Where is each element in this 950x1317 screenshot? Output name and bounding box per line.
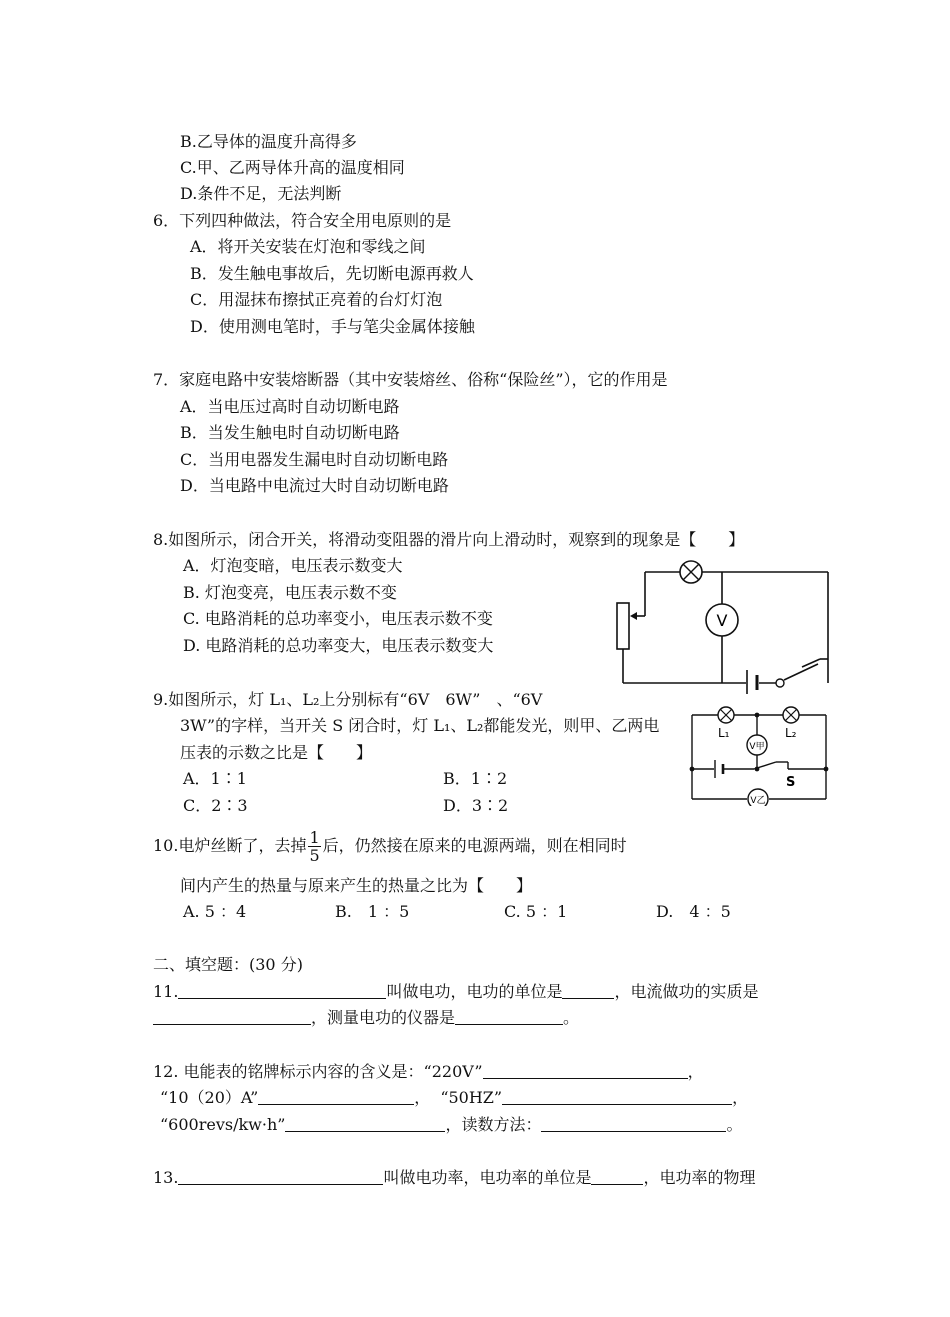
q8-option-b: B. 灯泡变亮，电压表示数不变 — [183, 583, 397, 602]
q10-stem-line2: 间内产生的热量与原来产生的热量之比为【 】 — [180, 876, 533, 895]
lamp-l1-icon — [718, 707, 734, 723]
q7-option-b: B．当发生触电时自动切断电路 — [180, 423, 400, 442]
q10-option-c: C. 5 ：1 — [504, 902, 568, 921]
q11-blank-2[interactable] — [562, 982, 614, 999]
section-title-fill-in: 二、填空题：(30 分) — [153, 955, 303, 974]
q9-stem-line3: 压表的示数之比是【 】 — [180, 743, 373, 762]
q9-option-b: B．1∶2 — [443, 769, 508, 788]
q11-blank-4[interactable] — [455, 1008, 563, 1025]
q9-stem-line1: 9.如图所示，灯 L₁、L₂上分别标有“6V 6W” 、“6V — [153, 690, 543, 709]
q11-blank-3[interactable] — [153, 1008, 311, 1025]
q12-comma-3: ， — [732, 1088, 749, 1107]
q6-option-d: D．使用测电笔时，手与笔尖金属体接触 — [190, 317, 475, 336]
q11-text-2: ，电流做功的实质是 — [614, 982, 759, 1001]
voltmeter-icon — [706, 604, 738, 636]
lamp-icon — [680, 561, 702, 583]
label-v-jia: V甲 — [749, 742, 765, 752]
q12-stem: 12. 电能表的铭牌标示内容的含义是：“220V” — [153, 1062, 483, 1081]
q12-read-method: ，读数方法： — [445, 1115, 542, 1134]
q11-line1 — [153, 982, 758, 1002]
q9-option-a: A．1∶1 — [183, 769, 247, 788]
label-l2: L₂ — [785, 726, 797, 740]
lamp-l2-icon — [783, 707, 799, 723]
q13-blank-1[interactable] — [178, 1168, 383, 1185]
q6-stem: 6．下列四种做法，符合安全用电原则的是 — [153, 211, 452, 230]
q6-option-a: A．将开关安装在灯泡和零线之间 — [190, 237, 426, 256]
q10-option-d: D. 4 ：5 — [656, 902, 731, 921]
q13-text-1: 叫做电功率，电功率的单位是 — [383, 1168, 592, 1187]
label-s: S — [786, 775, 796, 790]
q9-option-d: D．3∶2 — [443, 796, 509, 815]
voltmeter-yi-icon — [748, 789, 768, 806]
q9-option-c: C．2∶3 — [183, 796, 248, 815]
q12-item-current: “10（20）A” — [160, 1088, 259, 1107]
q12-comma-2: ， — [414, 1088, 431, 1107]
q11-blank-1[interactable] — [178, 982, 386, 999]
q12-line3 — [160, 1115, 742, 1135]
q12-blank-read-method[interactable] — [541, 1115, 726, 1132]
q10-fraction — [308, 829, 320, 864]
battery-icon — [747, 670, 757, 694]
q5-option-b: B.乙导体的温度升高得多 — [180, 132, 357, 151]
q7-option-a: A．当电压过高时自动切断电路 — [180, 397, 400, 416]
q10-stem-after: 后，仍然接在原来的电源两端，则在相同时 — [322, 836, 627, 855]
q12-blank-current[interactable] — [258, 1088, 414, 1105]
q12-end: 。 — [726, 1115, 743, 1134]
label-l1: L₁ — [718, 726, 730, 740]
battery-icon — [715, 760, 723, 778]
q12-item-revs: “600revs/kw·h” — [160, 1115, 286, 1134]
q13-text-2: ，电功率的物理 — [643, 1168, 756, 1187]
q9-circuit-diagram — [688, 702, 830, 806]
q13-blank-2[interactable] — [591, 1168, 643, 1185]
q8-circuit-diagram — [610, 556, 836, 694]
q12-line2 — [160, 1088, 748, 1108]
q10-fraction-denominator: 5 — [309, 846, 320, 865]
q6-option-c: C．用湿抹布擦拭正亮着的台灯灯泡 — [190, 290, 443, 309]
label-v-yi: V乙 — [750, 796, 766, 806]
rheostat-icon — [617, 603, 629, 649]
q12-line1 — [153, 1062, 704, 1082]
q12-blank-220v[interactable] — [483, 1062, 688, 1079]
q11-text-3: ，测量电功的仪器是 — [311, 1008, 456, 1027]
q10-option-b: B. 1 ：5 — [335, 902, 410, 921]
q7-option-c: C．当用电器发生漏电时自动切断电路 — [180, 450, 449, 469]
q7-option-d: D．当电路中电流过大时自动切断电路 — [180, 476, 449, 495]
q5-option-d: D.条件不足，无法判断 — [180, 184, 342, 203]
q10-stem-before: 10.电炉丝断了，去掉 — [153, 836, 307, 855]
q10-stem-line1 — [153, 826, 627, 866]
q12-blank-frequency[interactable] — [502, 1088, 732, 1105]
voltmeter-label: V — [716, 611, 728, 630]
q11-text-4: 。 — [563, 1008, 580, 1027]
q8-stem: 8.如图所示，闭合开关，将滑动变阻器的滑片向上滑动时，观察到的现象是【 】 — [153, 530, 745, 549]
q11-line2 — [153, 1008, 579, 1028]
q8-option-d: D. 电路消耗的总功率变大，电压表示数变大 — [183, 636, 494, 655]
q10-option-a: A. 5 ：4 — [183, 902, 247, 921]
q12-comma-1: ， — [687, 1062, 704, 1081]
q11-number: 11. — [153, 982, 179, 1001]
q8-option-a: A．灯泡变暗，电压表示数变大 — [183, 556, 403, 575]
q6-option-b: B．发生触电事故后，先切断电源再救人 — [190, 264, 474, 283]
q13-line1 — [153, 1168, 755, 1188]
q12-blank-revs[interactable] — [285, 1115, 445, 1132]
switch-icon — [776, 664, 818, 687]
q8-option-c: C. 电路消耗的总功率变小，电压表示数不变 — [183, 609, 493, 628]
q5-option-c: C.甲、乙两导体升高的温度相同 — [180, 158, 405, 177]
q7-stem: 7．家庭电路中安装熔断器（其中安装熔丝、俗称“保险丝”），它的作用是 — [153, 370, 668, 389]
q13-number: 13. — [153, 1168, 179, 1187]
voltmeter-jia-icon — [747, 735, 767, 755]
q12-item-frequency: “50HZ” — [440, 1088, 503, 1107]
q9-stem-line2: 3W”的字样，当开关 S 闭合时，灯 L₁、L₂都能发光，则甲、乙两电 — [180, 716, 660, 735]
q11-text-1: 叫做电功，电功的单位是 — [386, 982, 563, 1001]
q10-fraction-numerator: 1 — [309, 828, 320, 847]
